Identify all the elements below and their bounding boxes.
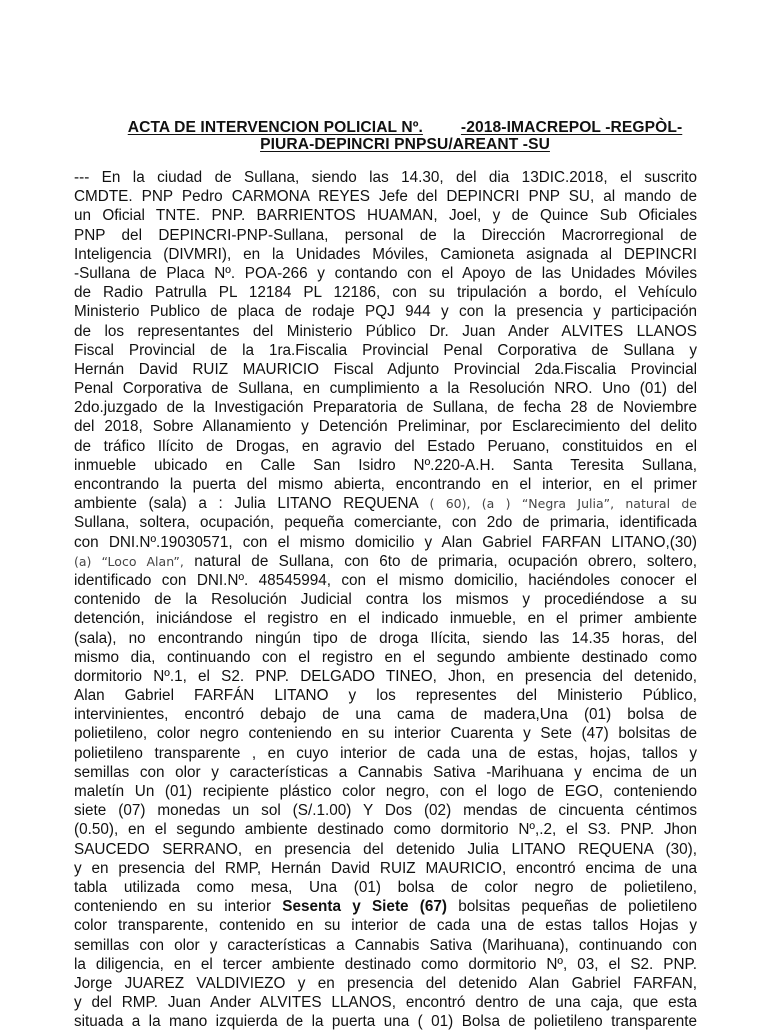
body-line: polietileno transparente , en cuyo interior de cada una de estas, hojas, tallos y xyxy=(74,744,697,762)
line-39-bold-count: Sesenta y Siete (67) xyxy=(282,898,447,916)
body-line: (0.50), en el segundo ambiente destinado como dormitorio Nº,.2, el S3. PNP. Jhon xyxy=(74,821,697,839)
body-line: de tráfico Ilícito de Drogas, en agravio del Estado Peruano, constituidos en el xyxy=(74,437,697,455)
body-line-mixed-font xyxy=(74,494,697,513)
body-line: color transparente, contenido en su interior de cada una de estas tallos Hojas y xyxy=(74,917,697,935)
body-line: de Radio Patrulla PL 12184 PL 12186, con su tripulación a bordo, el Vehículo xyxy=(74,284,697,302)
line-18-part-b: ( 60), (a ) “Negra Julia”, natural de xyxy=(429,496,697,512)
body-line: semillas con olor y características a Cannabis Sativa -Marihuana y encima de un xyxy=(74,763,697,781)
document-body xyxy=(74,168,697,1031)
title-line-1 xyxy=(110,119,700,136)
body-line: y en presencia del RMP, Hernán David RUIZ MAURICIO, encontró encima de una xyxy=(74,859,697,877)
body-line: contenido de la Resolución Judicial contra los mismos y procediéndose a su xyxy=(74,591,697,609)
body-line: intervinientes, encontró debajo de una cama de madera,Una (01) bolsa de xyxy=(74,706,697,724)
body-line: la diligencia, en el tercer ambiente destinado como dormitorio Nº, 03, el S2. PNP. xyxy=(74,955,697,973)
body-line: -Sullana de Placa Nº. POA-266 y contando con el Apoyo de las Unidades Móviles xyxy=(74,264,697,282)
body-line: inmueble ubicado en Calle San Isidro Nº.220-A.H. Santa Teresita Sullana, xyxy=(74,456,697,474)
title-line-1-part-b: -2018-IMACREPOL -REGPÒL- xyxy=(460,119,683,136)
body-line: Jorge JUAREZ VALDIVIEZO y en presencia del detenido Alan Gabriel FARFAN, xyxy=(74,974,697,992)
body-line: con DNI.Nº.19030571, con el mismo domicilio y Alan Gabriel FARFAN LITANO,(30) xyxy=(74,533,697,551)
body-line-mixed-font xyxy=(74,552,697,571)
title-line-1-part-a: ACTA DE INTERVENCION POLICIAL Nº. xyxy=(127,119,423,136)
body-line: 2do.juzgado de la Investigación Preparatoria de Sullana, de fecha 28 de Noviembre xyxy=(74,399,697,417)
body-line: encontrando la puerta del mismo abierta, encontrando en el interior, en el primer xyxy=(74,476,697,493)
body-line: Ministerio Publico de placa de rodaje PQJ 944 y con la presencia y participación xyxy=(74,303,697,321)
body-line: mismo dia, continuando con el registro en el segundo ambiente destinado como xyxy=(74,648,697,666)
document-title xyxy=(110,119,700,153)
body-line: Hernán David RUIZ MAURICIO Fiscal Adjunto Provincial 2da.Fiscalia Provincial xyxy=(74,360,697,378)
body-line: situada a la mano izquierda de la puerta una ( 01) Bolsa de polietileno transparente xyxy=(74,1013,697,1031)
body-line: --- En la ciudad de Sullana, siendo las 14.30, del dia 13DIC.2018, el suscrito xyxy=(74,169,697,186)
line-18-part-a: ambiente (sala) a : Julia LITANO REQUENA xyxy=(74,495,430,513)
body-line: de los representantes del Ministerio Público Dr. Juan Ander ALVITES LLANOS xyxy=(74,322,697,340)
body-line: Alan Gabriel FARFÁN LITANO y los representes del Ministerio Público, xyxy=(74,687,697,705)
body-line: polietileno, color negro conteniendo en su interior Cuarenta y Sete (47) bolsitas de xyxy=(74,725,697,743)
body-line: Fiscal Provincial de la 1ra.Fiscalia Provincial Penal Corporativa de Sullana y xyxy=(74,341,697,359)
body-line: y del RMP. Juan Ander ALVITES LLANOS, encontró dentro de una caja, que esta xyxy=(74,994,697,1012)
body-line: detención, iniciándose el registro en el indicado inmueble, en el primer ambiente xyxy=(74,610,697,628)
body-line: CMDTE. PNP Pedro CARMONA REYES Jefe del DEPINCRI PNP SU, al mando de xyxy=(74,188,697,206)
line-39-part-a: conteniendo en su interior xyxy=(74,898,283,916)
line-39-part-c: bolsitas pequeñas de polietileno xyxy=(447,898,697,916)
body-line-mixed-font xyxy=(74,897,697,916)
line-21-part-a: (a) “Loco Alan”, xyxy=(74,553,184,569)
body-line: del 2018, Sobre Allanamiento y Detención Preliminar, por Esclarecimiento del delito xyxy=(74,418,697,436)
body-line: siete (07) monedas un sol (S/.1.00) Y Dos (02) mendas de cincuenta céntimos xyxy=(74,802,697,820)
body-line: identificado con DNI.Nº. 48545994, con el mismo domicilio, haciéndoles conocer el xyxy=(74,571,697,589)
body-line: un Oficial TNTE. PNP. BARRIENTOS HUAMAN, Joel, y de Quince Sub Oficiales xyxy=(74,207,697,225)
body-line: Inteligencia (DIVMRI), en la Unidades Móviles, Camioneta asignada al DEPINCRI xyxy=(74,245,697,263)
body-line: tabla utilizada como mesa, Una (01) bolsa de color negro de polietileno, xyxy=(74,878,697,896)
title-line-2: PIURA-DEPINCRI PNPSU/AREANT -SU xyxy=(260,136,550,153)
body-line: semillas con olor y características a Cannabis Sativa (Marihuana), continuando con xyxy=(74,936,697,954)
body-line: maletín Un (01) recipiente plástico color negro, con el logo de EGO, conteniendo xyxy=(74,783,697,800)
body-line: dormitorio Nº.1, el S2. PNP. DELGADO TINEO, Jhon, en presencia del detenido, xyxy=(74,667,697,685)
body-line: SAUCEDO SERRANO, en presencia del detenido Julia LITANO REQUENA (30), xyxy=(74,840,697,858)
body-line: (sala), no encontrando ningún tipo de droga Ilícita, siendo las 14.35 horas, del xyxy=(74,629,697,647)
body-line: PNP del DEPINCRI-PNP-Sullana, personal de la Dirección Macrorregional de xyxy=(74,226,697,244)
line-21-part-b: natural de Sullana, con 6to de primaria, ocupación obrero, soltero, xyxy=(183,552,697,570)
body-line: Penal Corporativa de Sullana, en cumplimiento a la Resolución NRO. Uno (01) del xyxy=(74,380,697,398)
body-line: Sullana, soltera, ocupación, pequeña comerciante, con 2do de primaria, identificada xyxy=(74,514,697,532)
